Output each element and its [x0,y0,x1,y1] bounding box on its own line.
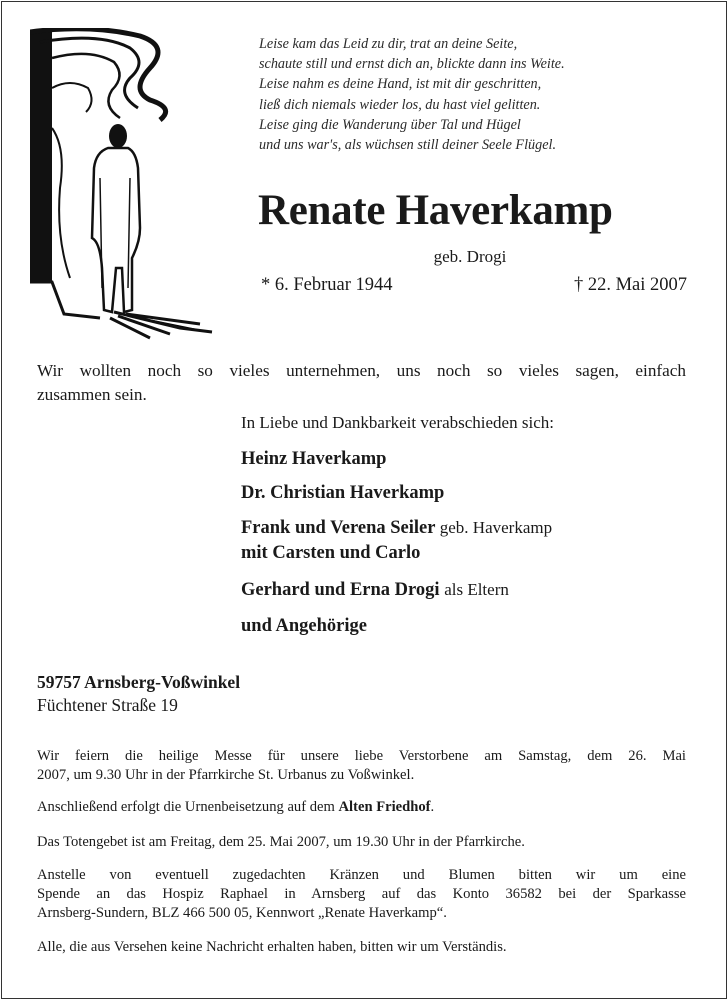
family-member-note: geb. Haverkamp [439,518,553,537]
family-member: Dr. Christian Haverkamp [241,483,445,503]
intro-paragraph [37,359,686,407]
family-member: mit Carsten und Carlo [241,543,421,563]
mass-notice [37,747,686,785]
paragraph-line: Arnsberg-Sundern, BLZ 466 500 05, Kennwort „Renate Haverkamp“. [37,905,447,921]
poem-line: ließ dich niemals wieder los, du hast viel gelitten. [259,96,541,113]
burial-text: Anschließend erfolgt die Urnenbeisetzung auf dem [37,799,339,815]
burial-suffix: . [430,799,435,815]
prayer-notice: Das Totengebet ist am Freitag, dem 25. Mai 2007, um 19.30 Uhr in der Pfarrkirche. [37,834,525,850]
burial-place: Alten Friedhof [338,799,431,815]
address-city: 59757 Arnsberg-Voßwinkel [37,672,241,692]
death-date: † 22. Mai 2007 [573,275,687,295]
paragraph-line: Wir wollten noch so vieles unternehmen, uns noch so vieles sagen, einfach [37,361,686,380]
poem-line: und uns war's, als wüchsen still deiner Seele Flügel. [259,137,557,154]
deceased-name: Renate Haverkamp [258,187,613,234]
family-member [241,580,509,601]
poem-line: schaute still und ernst dich an, blickte dann ins Weite. [259,56,565,73]
silhouette-illustration [30,28,220,343]
paragraph-line: Spende an das Hospiz Raphael in Arnsberg auf das Konto 36582 bei der Sparkasse [37,886,686,902]
birth-name: geb. Drogi [433,247,507,266]
donation-notice [37,866,686,923]
paragraph-line: 2007, um 9.30 Uhr in der Pfarrkirche St. Urbanus zu Voßwinkel. [37,767,415,783]
farewell-line: In Liebe und Dankbarkeit verabschieden sich: [241,413,554,432]
paragraph-line: zusammen sein. [37,385,147,404]
poem-line: Leise kam das Leid zu dir, trat an deine Seite, [259,36,518,52]
family-member-name: Frank und Verena Seiler [241,518,436,538]
poem [259,34,565,155]
family-member-name: Gerhard und Erna Drogi [241,580,440,600]
closing-notice: Alle, die aus Versehen keine Nachricht erhalten haben, bitten wir um Verständis. [37,939,507,955]
family-member-note: als Eltern [444,580,509,599]
family-member: und Angehörige [241,616,367,636]
paragraph-line: Anstelle von eventuell zugedachten Kränzen und Blumen bitten wir um eine [37,867,686,883]
family-member [241,518,552,539]
family-member: Heinz Haverkamp [241,449,387,469]
poem-line: Leise nahm es deine Hand, ist mit dir geschritten, [259,76,542,93]
address-street: Füchtener Straße 19 [37,695,178,715]
birth-date: * 6. Februar 1944 [261,275,393,295]
poem-line: Leise ging die Wanderung über Tal und Hügel [259,116,521,133]
paragraph-line: Wir feiern die heilige Messe für unsere liebe Verstorbene am Samstag, dem 26. Mai [37,748,686,764]
burial-notice [37,798,686,817]
